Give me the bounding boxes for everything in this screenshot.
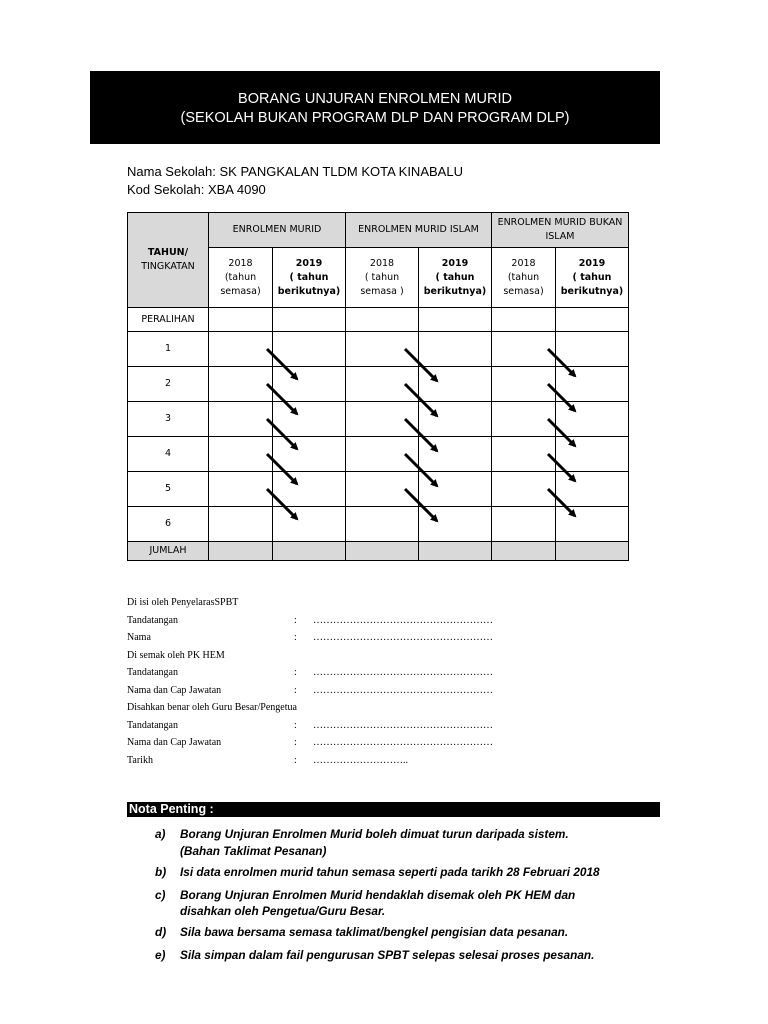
note-letter: b) xyxy=(155,865,167,879)
group-header-enrolmen-islam: ENROLMEN MURID ISLAM xyxy=(346,213,492,248)
total-cell xyxy=(346,542,419,561)
colon: : xyxy=(294,632,297,643)
input-cell[interactable] xyxy=(556,402,629,437)
note-item-c-line2: disahkan oleh Pengetua/Guru Besar. xyxy=(180,904,386,918)
row-label-3: 3 xyxy=(128,402,209,437)
form-title-line1: BORANG UNJURAN ENROLMEN MURID xyxy=(238,91,512,107)
input-cell[interactable] xyxy=(492,507,556,542)
input-cell[interactable] xyxy=(419,332,492,367)
note-text: Sila bawa bersama semasa taklimat/bengkel pengisian data pesanan. xyxy=(180,925,569,939)
input-cell[interactable] xyxy=(556,367,629,402)
label-nama-cap: Nama dan Cap Jawatan xyxy=(127,684,222,696)
form-title-banner xyxy=(90,71,660,144)
row-label-5: 5 xyxy=(128,472,209,507)
note-letter: d) xyxy=(155,925,167,939)
note-text: Isi data enrolmen murid tahun semasa seperti pada tarikh 28 Februari 2018 xyxy=(180,865,600,879)
input-cell[interactable] xyxy=(556,472,629,507)
subheader-year: 2019 xyxy=(295,257,323,269)
input-cell[interactable] xyxy=(492,402,556,437)
subheader-col-6 xyxy=(556,248,629,308)
note-item-a xyxy=(155,826,569,842)
year-level-header-line2: TINGKATAN xyxy=(141,261,195,272)
input-cell[interactable] xyxy=(419,402,492,437)
row-label-6: 6 xyxy=(128,507,209,542)
section-title-penyelaras: Di isi oleh PenyelarasSPBT xyxy=(127,597,239,608)
input-cell[interactable] xyxy=(346,367,419,402)
input-cell[interactable] xyxy=(346,507,419,542)
subheader-note: ( tahun berikutnya) xyxy=(560,271,624,297)
input-cell[interactable] xyxy=(209,332,273,367)
input-cell[interactable] xyxy=(273,402,346,437)
date-line[interactable]: ……………………….. xyxy=(313,754,408,766)
input-cell[interactable] xyxy=(209,507,273,542)
note-item-e xyxy=(155,947,594,963)
subheader-year: 2019 xyxy=(578,257,606,269)
note-item-b xyxy=(155,864,600,880)
input-cell[interactable] xyxy=(556,332,629,367)
signature-line[interactable]: ……………………………………………… xyxy=(313,614,493,626)
input-cell[interactable] xyxy=(419,367,492,402)
subheader-note: (tahun semasa) xyxy=(220,271,261,297)
input-cell[interactable] xyxy=(492,308,556,332)
row-label-4: 4 xyxy=(128,437,209,472)
input-cell[interactable] xyxy=(556,308,629,332)
subheader-year: 2018 xyxy=(228,257,253,269)
group-header-enrolmen-bukan-islam: ENROLMEN MURID BUKAN ISLAM xyxy=(492,213,629,248)
input-cell[interactable] xyxy=(209,308,273,332)
input-cell[interactable] xyxy=(273,367,346,402)
row-label-1: 1 xyxy=(128,332,209,367)
input-cell[interactable] xyxy=(346,472,419,507)
input-cell[interactable] xyxy=(556,507,629,542)
signature-section xyxy=(127,597,647,772)
form-title-line2: (SEKOLAH BUKAN PROGRAM DLP DAN PROGRAM DLP) xyxy=(180,110,570,126)
label-tarikh: Tarikh xyxy=(127,754,153,766)
name-line[interactable]: ……………………………………………… xyxy=(313,632,493,643)
colon: : xyxy=(294,667,297,678)
subheader-col-2 xyxy=(273,248,346,308)
input-cell[interactable] xyxy=(492,332,556,367)
colon: : xyxy=(294,737,297,748)
group-header-enrolmen-murid: ENROLMEN MURID xyxy=(209,213,346,248)
school-code: Kod Sekolah: XBA 4090 xyxy=(127,182,266,197)
enrolment-table xyxy=(127,212,629,561)
subheader-year: 2018 xyxy=(369,257,395,269)
input-cell[interactable] xyxy=(273,437,346,472)
note-letter: c) xyxy=(155,888,166,902)
input-cell[interactable] xyxy=(419,437,492,472)
year-level-header-line1: TAHUN/ xyxy=(147,247,189,258)
input-cell[interactable] xyxy=(419,507,492,542)
subheader-col-1 xyxy=(209,248,273,308)
note-item-a-line2: (Bahan Taklimat Pesanan) xyxy=(180,844,327,858)
signature-line[interactable]: ……………………………………………… xyxy=(313,719,493,731)
note-letter: e) xyxy=(155,948,166,962)
notes-heading: Nota Penting : xyxy=(127,802,660,817)
label-tandatangan: Tandatangan xyxy=(127,667,178,678)
subheader-col-4 xyxy=(419,248,492,308)
note-text: Borang Unjuran Enrolmen Murid boleh dimuat turun daripada sistem. xyxy=(180,827,569,841)
section-title-pk-hem: Di semak oleh PK HEM xyxy=(127,649,225,661)
subheader-year: 2019 xyxy=(441,257,469,269)
colon: : xyxy=(294,684,297,696)
note-item-d xyxy=(155,924,568,940)
input-cell[interactable] xyxy=(209,472,273,507)
input-cell[interactable] xyxy=(209,437,273,472)
total-cell xyxy=(209,542,273,561)
input-cell[interactable] xyxy=(556,437,629,472)
total-cell xyxy=(492,542,556,561)
name-stamp-line[interactable]: ……………………………………………… xyxy=(313,737,493,748)
colon: : xyxy=(294,719,297,731)
label-nama: Nama xyxy=(127,632,151,643)
subheader-col-3 xyxy=(346,248,419,308)
input-cell[interactable] xyxy=(492,472,556,507)
input-cell[interactable] xyxy=(492,437,556,472)
name-stamp-line[interactable]: ……………………………………………… xyxy=(313,684,493,696)
total-cell xyxy=(556,542,629,561)
note-text: Borang Unjuran Enrolmen Murid hendaklah disemak oleh PK HEM dan xyxy=(180,888,576,902)
label-tandatangan: Tandatangan xyxy=(127,614,178,626)
input-cell[interactable] xyxy=(273,472,346,507)
input-cell[interactable] xyxy=(346,308,419,332)
row-label-peralihan: PERALIHAN xyxy=(128,308,209,332)
school-name: Nama Sekolah: SK PANGKALAN TLDM KOTA KINABALU xyxy=(127,164,463,179)
colon: : xyxy=(294,614,297,626)
total-cell xyxy=(419,542,492,561)
subheader-note: ( tahun semasa ) xyxy=(360,271,404,297)
total-cell xyxy=(273,542,346,561)
section-title-guru-besar: Disahkan benar oleh Guru Besar/Pengetua xyxy=(127,702,297,713)
year-level-header xyxy=(128,213,209,308)
input-cell[interactable] xyxy=(492,367,556,402)
subheader-note: (tahun semasa) xyxy=(503,271,544,297)
label-tandatangan: Tandatangan xyxy=(127,719,178,731)
input-cell[interactable] xyxy=(273,308,346,332)
input-cell[interactable] xyxy=(346,402,419,437)
input-cell[interactable] xyxy=(346,437,419,472)
note-text: Sila simpan dalam fail pengurusan SPBT selepas selesai proses pesanan. xyxy=(180,948,595,962)
subheader-year: 2018 xyxy=(511,257,536,269)
subheader-note: ( tahun berikutnya) xyxy=(277,271,341,297)
input-cell[interactable] xyxy=(209,402,273,437)
note-item-c xyxy=(155,887,575,903)
colon: : xyxy=(294,754,297,766)
input-cell[interactable] xyxy=(419,472,492,507)
subheader-note: ( tahun berikutnya) xyxy=(423,271,487,297)
input-cell[interactable] xyxy=(273,332,346,367)
row-label-2: 2 xyxy=(128,367,209,402)
input-cell[interactable] xyxy=(209,367,273,402)
row-label-jumlah: JUMLAH xyxy=(128,542,209,561)
input-cell[interactable] xyxy=(273,507,346,542)
input-cell[interactable] xyxy=(346,332,419,367)
signature-line[interactable]: ……………………………………………… xyxy=(313,667,493,678)
input-cell[interactable] xyxy=(419,308,492,332)
label-nama-cap: Nama dan Cap Jawatan xyxy=(127,737,222,748)
subheader-col-5 xyxy=(492,248,556,308)
note-letter: a) xyxy=(155,827,166,841)
